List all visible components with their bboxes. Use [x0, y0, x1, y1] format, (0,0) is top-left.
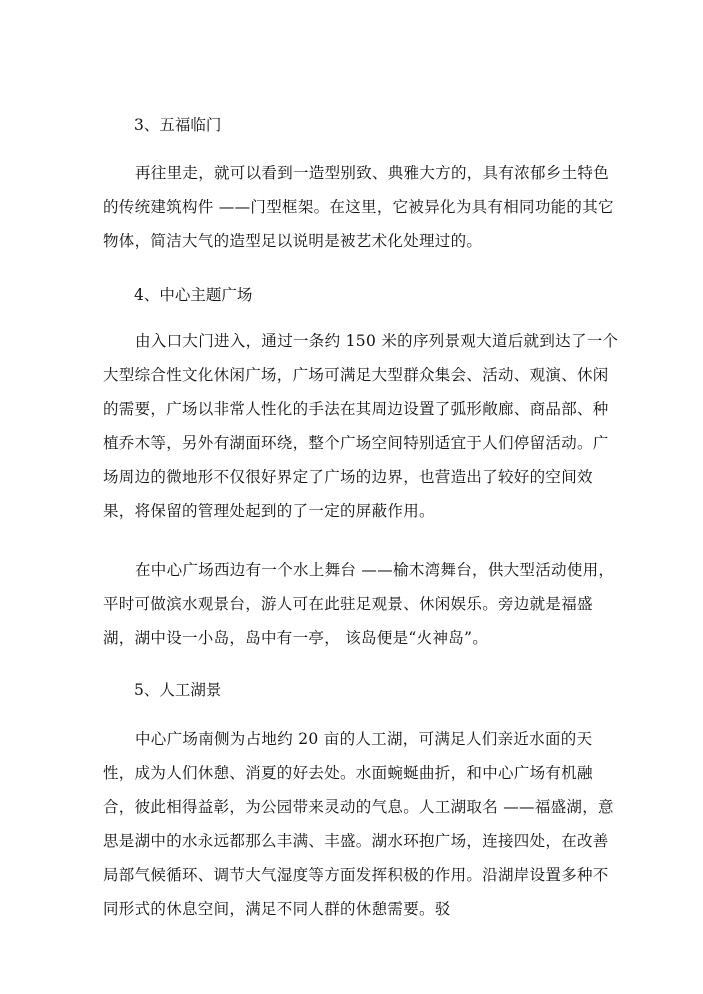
paragraph-artificial-lake: 中心广场南侧为占地约 20 亩的人工湖，可满足人们亲近水面的天性，成为人们休憩、消夏的好去处。水面蜿蜒曲折，和中心广场有机融合，彼此相得益彰，为公园带来灵动的气息。人工湖取名 ——福盛湖，意思是湖中的水永远都那么丰满、丰盛。湖水环抱广场，连接四处，在改善局部气候循环、调节大气湿度等方面发挥积极的作用。沿湖岸设置多种不同形式的休息空间，满足不同人群的休憩需要。驳: [103, 730, 614, 918]
paragraph-central-plaza-1: 由入口大门进入，通过一条约 150 米的序列景观大道后就到达了一个大型综合性文化休闲广场，广场可满足大型群众集会、活动、观演、休闲的需要，广场以非常人性化的手法在其周边设置了弧形敞廊、商品部、种植乔木等，另外有湖面环绕，整个广场空间特别适宜于人们停留活动。广场周边的微地形不仅很好界定了广场的边界，也营造出了较好的空间效果，将保留的管理处起到的了一定的屏蔽作用。: [103, 332, 619, 520]
heading-central-plaza: 4、中心主题广场: [134, 286, 253, 304]
heading-wufu-linmen: 3、五福临门: [134, 116, 222, 134]
heading-artificial-lake: 5、人工湖景: [134, 681, 222, 699]
paragraph-wufu-linmen: 再往里走，就可以看到一造型别致、典雅大方的，具有浓郁乡土特色的传统建筑构件 ——门型框架。在这里，它被异化为具有相同功能的其它物体，简洁大气的造型足以说明是被艺术化处理过的。: [103, 164, 614, 250]
paragraph-central-plaza-2: 在中心广场西边有一个水上舞台 ——榆木湾舞台，供大型活动使用，平时可做滨水观景台，游人可在此驻足观景、休闲娱乐。旁边就是福盛湖，湖中设一小岛，岛中有一亭， 该岛便是“火神岛”。: [103, 561, 615, 647]
